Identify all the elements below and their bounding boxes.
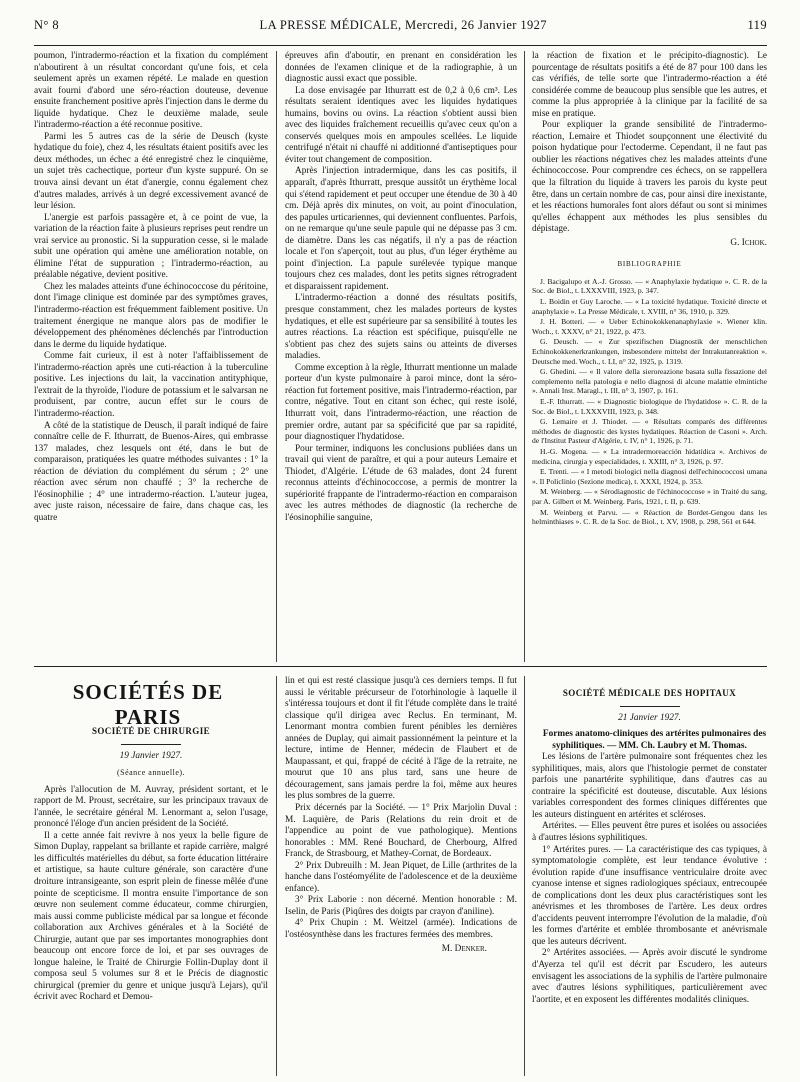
hopitaux-column	[532, 676, 767, 1076]
society-heading: SOCIÉTÉ DE CHIRURGIE	[91, 726, 211, 736]
bibliography-heading: BIBLIOGRAPHIE	[617, 260, 682, 269]
column-divider	[276, 51, 277, 662]
heading-rule	[620, 706, 680, 707]
bibliography-entry: J. H. Botteri. — « Ueber Echinokokkenanaphylaxie ». Wiener klin. Woch., t. XXXV, n° 21, 1922, p. 473.	[532, 317, 767, 336]
paragraph: Comme fait curieux, il est à noter l'affaiblissement de l'intradermo-réaction après une cuti-réaction à la tuberculine positive. Les injections du lait, la vaccination antityphique, l'extrait de la thyroïde, l'iodure de potassium et le salvarsan ne produisent, par contre, aucun effet sur le cours de l'intradermo-réaction.	[34, 351, 268, 419]
bibliography-entry: E. Trenti. — « I metodi biologici nella diagnosi dell'echinococcosi umana ». Il Policlinio (Sezione medica), t. XXXI, 1924, p. 353.	[532, 467, 767, 486]
page-number: 119	[747, 17, 767, 32]
society-heading: SOCIÉTÉ MÉDICALE DES HOPITAUX	[562, 688, 737, 698]
paragraph: Artérites. — Elles peuvent être pures et isolées ou associées à d'autres lésions syphilitiques.	[532, 821, 767, 844]
paragraph: Les lésions de l'artère pulmonaire sont fréquentes chez les syphilitiques, mais, alors que l'histologie permet de constater parfois une panartérite syphilitique, dans d'autres cas au contraire la spécificité est douteuse, discutable. Aux lésions variables correspondent des formes cliniques différentes que les auteurs distinguent en artérites et scléroses.	[532, 752, 767, 820]
paragraph: Chez les malades atteints d'une échinococcose du péritoine, dont l'image clinique est dominée par des symptômes graves, l'intradermo-réaction est fréquemment faiblement positive. Un traitement énergique ne manque alors pas de modifier le développement des phénomènes déclenchés par l'introduction dans le derme du liquide hydatique.	[34, 281, 268, 350]
page-header	[34, 10, 767, 40]
paragraph: 4° Prix Chupin : M. Weitzel (armée). Indications de l'ostéosynthèse dans les fractures fermées des membres.	[285, 918, 517, 941]
paragraph: 1° Artérites pures. — La caractéristique des cas typiques, à symptomatologie complète, est leur tendance évolutive : évolution rapide d'une insuffisance ventriculaire droite avec cyanose intense et signes radiologiques spéciaux, entrecoupée de complications dont les deux plus caractéristiques sont les anévrismes et les thromboses de l'artère. Les deux ordres d'accidents peuvent interrompre l'évolution de la maladie, d'où les formes d'artérite et emblée thrombosante et anévrismale que les auteurs décrivent.	[532, 844, 767, 947]
paragraph: 3° Prix Laborie : non décerné. Mention honorable : M. Iselin, de Paris (Piqûres des doigts par crayon d'aniline).	[285, 895, 517, 917]
paragraph: 2° Artérites associées. — Après avoir discuté le syndrome d'Ayerza tel qu'il est décrit par Escudero, les auteurs envisagent les associations de la syphilis de l'artère pulmonaire avec d'autres lésions syphilitiques, particulièrement avec l'aortite, et en exposent les différentes modalités cliniques.	[532, 948, 767, 1005]
article-column-2	[285, 51, 517, 664]
paragraph: L'anergie est parfois passagère et, à ce point de vue, la variation de la réaction faite à plusieurs reprises peut rendre un vrai service au pronostic. Si la suppuration cesse, si le malade subit une opération qui amène une amélioration notable, on élimine l'état de suppuration ; l'intradermo-réaction, au préalable négative, devient positive.	[34, 212, 268, 281]
journal-title: LA PRESSE MÉDICALE, Mercredi, 26 Janvier 1927	[259, 17, 547, 32]
chirurgie-column	[34, 726, 268, 1076]
session-date: 19 Janvier 1927.	[119, 750, 183, 761]
paragraph: Prix décernés par la Société. — 1° Prix Marjolin Duval : M. Laquière, de Paris (Relations du rein droit et de l'appendice au point de vue pathologique). Mentions honorables : MM. René Bouchard, de Cherbourg, Alfred Franck, de Strasbourg, et Mathey-Cornat, de Bordeaux.	[285, 803, 517, 860]
paragraph: A côté de la statistique de Deusch, il paraît indiqué de faire connaître celle de F. Ithurratt, de Buenos-Aires, qui embrasse 137 malades, chez lesquels ont été, dans le but de comparaison, pratiquées les quatre méthodes suivantes : 1° la réaction de déviation du complément du sérum ; 2° une réaction avec sérum non chauffé ; 3° la recherche de l'éosinophilie ; 4° une intradermo-réaction. L'auteur jugea, avec juste raison, nécessaire de faire, dans chaque cas, les quatre	[34, 420, 268, 523]
header-rule	[34, 45, 767, 46]
heading-rule	[121, 744, 181, 745]
paragraph: La dose envisagée par Ithurratt est de 0,2 à 0,6 cm³. Les résultats seraient identiques avec les liquides hydatiques humains, bovins ou ovins. La réaction s'obtient aussi bien avec des liquides fraîchement recueillis qu'avec ceux qu'on a conservés quelques mois en ampoules scellées. Le liquide centrifugé n'était ni chauffé ni additionné d'antiseptiques pour éviter tout changement de composition.	[285, 85, 517, 165]
bibliography-entry: J. Bacigalupo et A.-J. Grosso. — « Anaphylaxie hydatique ». C. R. de la Soc. de Biol., t. LXXXVIII, 1923, p. 347.	[532, 276, 767, 296]
paragraph: Parmi les 5 autres cas de la série de Deusch (kyste hydatique du foie), chez 4, les résultats étaient positifs avec les deux méthodes, un échec a été enregistré chez le cinquième, un sujet très cachectique, porteur d'un kyste suppuré. On se trouva ainsi devant un état d'anergie, connu également chez d'autres malades, arrivés à un degré excessivement avancé de leur lésion.	[34, 131, 268, 212]
communication-title: Formes anatomo-cliniques des artérites pulmonaires des syphilitiques. — MM. Ch. Laubry et M. Thomas.	[542, 729, 767, 751]
session-date: 21 Janvier 1927.	[618, 712, 681, 723]
section-title: SOCIÉTÉS DE PARIS	[72, 680, 224, 729]
reporter-signature: M. Denker.	[441, 943, 487, 954]
paragraph: la réaction de fixation et le précipito-diagnostic). Le pourcentage de résultats positifs a été de 87 pour 100 dans les cas vérifiés, de telle sorte que l'intradermo-réaction a été considérée comme de beaucoup plus sensible que les autres, et comme la plus appropriée à la clinique par la facilité de sa mise en pratique.	[532, 51, 767, 119]
paragraph: Après l'allocution de M. Auvray, président sortant, et le rapport de M. Proust, secrétaire, sur les principaux travaux de l'année, le secrétaire général M. Lenormant a, selon l'usage, prononcé l'éloge d'un ancien président de la Société.	[34, 784, 268, 830]
bibliography-entry: H.-G. Mogena. — « La intradermoreacción hidatídica ». Archivos de medicina, cirurgia y especialidades, t. XXIII, n° 3, 1926, p. 97.	[532, 446, 767, 466]
bibliography-entry: L. Boidin et Guy Laroche. — « La toxicité hydatique. Toxicité directe et anaphylaxie ». La Presse Médicale, t. XVIII, n° 36, 1910, p. 329.	[532, 297, 767, 316]
paragraph: épreuves afin d'aboutir, en prenant en considération les données de l'examen clinique et de la radiographie, à un diagnostic aussi exact que possible.	[285, 51, 517, 85]
bibliography-entry: G. Ghedini. — « Il valore della sieroreazione basata sulla fissazione del complemento nella patologia e nello diagnosi di alcune malattie elmintiche ». Annali Inst. Maragl., t. III, n° 3, 1907, p. 161.	[532, 367, 767, 396]
paragraph: L'intradermo-réaction a donné des résultats positifs, presque constamment, chez les malades porteurs de kystes hydatiques, et elle est supérieure par sa sensibilité à toutes les autres réactions. La réaction est spécifique, puisqu'elle ne s'obtient pas chez des sujets sains ou atteints de diverses maladies.	[285, 293, 517, 362]
column-divider	[524, 51, 525, 662]
article-column-1	[34, 51, 268, 664]
article-column-3	[532, 51, 767, 664]
bibliography-entry: E.-F. Ithurratt. — « Diagnostic biologique de l'hydatidose ». C. R. de la Soc. de Biol., t. LXXXVIII, 1923, p. 348.	[532, 396, 767, 416]
paragraph: Après l'injection intradermique, dans les cas positifs, il apparaît, d'après Ithurratt, presque aussitôt un érythème local qui s'étend rapidement et peut occuper une étendue de 30 à 40 cm. Déjà après dix minutes, on voit, au point d'inoculation, des papules urticariennes, qui deviennent confluentes. Parfois, on ne remarque qu'une seule papule qui ne dépasse pas 3 cm. de diamètre. Dans les cas négatifs, il n'y a pas de réaction locale et l'on s'aperçoit, tout au plus, d'un léger érythème au point d'injection. La papule surélevée typique manque toujours chez ces malades, dont les petits signes rétrogradent et disparaissent rapidement.	[285, 166, 517, 292]
paragraph: Pour terminer, indiquons les conclusions publiées dans un travail qui vient de paraître, et qui a pour auteurs Lemaire et Thiodet, d'Algérie. L'étude de 63 malades, dont 24 furent reconnus atteints d'échinococcose, a permis de montrer la supériorité frappante de l'intradermo-réaction en comparaison avec les autres méthodes de diagnostic (la recherche de l'éosinophilie sanguine,	[285, 443, 517, 523]
bibliography-list	[532, 277, 767, 527]
issue-number: N° 8	[34, 17, 60, 32]
paragraph: Il a cette année fait revivre à nos yeux la belle figure de Simon Duplay, rappelant sa brillante et rapide carrière, malgré les difficultés matérielles du début, sa forte éducation littéraire et artistique, sa haute culture générale, son caractère d'une droiture intransigeante, son esprit plein de finesse mêlée d'une pointe de scepticisme. Il montra ensuite l'importance de son œuvre non seulement comme éducateur, comme chirurgien, mais aussi comme publiciste médical par sa longue et féconde collaboration aux Archives générales et à la Société de Chirurgie, autant que par ses importantes monographies dont beaucoup ont encore force de loi, et par ses ouvrages de longue haleine, le Traité de Chirurgie Follin-Duplay dont il composa seul 5 volumes sur 8 et le Précis de diagnostic chirurgical (premier du genre et unique jusqu'à Lejars), qu'il écrivit avec Rochard et Demou-	[34, 830, 268, 1003]
bibliography-entry: M. Weinberg. — « Sérodiagnostic de l'échinococcose » in Traité du sang, par A. Gilbert et M. Weinberg. Paris, 1921, t. II, p. 639.	[532, 487, 767, 506]
bibliography-entry: G. Deusch. — « Zur spezifischen Diagnostik der menschlichen Echinokokkenerkrankungen, insbesondere mittelst der Intrakutanreaktion ». Deutsche med. Woch., t. LI, n° 32, 1925, p. 1319.	[532, 337, 767, 366]
paragraph: Comme exception à la règle, Ithurratt mentionne un malade porteur d'un kyste pulmonaire à paroi mince, dont la séro-réaction fut fortement positive, mais l'intradermo-réaction, par contre, négative. Tout en citant son échec, qui reste isolé, Ithurratt voit, dans l'intradermo-réaction, une réaction de premier ordre, autant par sa spécificité que par sa rapidité, pour diagnostiquer l'hydatidose.	[285, 362, 517, 443]
bibliography-entry: G. Lemaire et J. Thiodet. — « Résultats comparés des différentes méthodes de diagnostic des kystes hydatiques. Réaction de Casoni ». Arch. de l'Institut Pasteur d'Algérie, t. IV, n° 1, 1926, p. 71.	[532, 417, 767, 446]
column-divider	[524, 676, 525, 1076]
bibliography-entry: M. Weinberg et Parvu. — « Réaction de Bordet-Gengou dans les helminthiases ». C. R. de la Soc. de Biol., t. XV, 1908, p. 298, 561 et 644.	[532, 507, 767, 527]
session-type: (Séance annuelle).	[116, 768, 186, 778]
paragraph: lin et qui est resté classique jusqu'à ces derniers temps. Il fut aussi le véritable précurseur de l'otorhinologie à laquelle il s'intéressa toujours et dont il fit l'étude complète dans le traité classique qu'il dirigea avec Reclus. En terminant, M. Lenormant montra combien furent pénibles les dernières années de Duplay, qui aimait passionnément la peinture et la lecture, intime de Henner, médecin de Flaubert et de Maupassant, et qui, frappé de cécité à l'âge de la retraite, ne mourut que 10 ans plus tard, sans une heure de découragement, sans jamais perdre la foi, même aux heures les plus sombres de la guerre.	[285, 676, 517, 802]
paragraph: Pour expliquer la grande sensibilité de l'intradermo-réaction, Lemaire et Thiodet soupçonnent une électivité du poison hydatique pour l'ectoderme. Cependant, il ne faut pas oublier les réactions négatives chez les malades atteints d'une échinococcose. Pour comprendre ces échecs, on se rappellera que la filtration du liquide à travers les parois du kyste peut être, dans un certain nombre de cas, pour ainsi dire inexistante, et les réactions humorales font alors défaut ou sont si minimes qu'elles échappent aux méthodes les plus sensibles du dépistage.	[532, 120, 767, 235]
column-divider	[276, 676, 277, 1076]
paragraph: 2° Prix Dubreuilh : M. Jean Piquet, de Lille (arthrites de la hanche dans l'ostéomyélite de l'adolescence et de la deuxième enfance).	[285, 860, 517, 894]
paragraph: poumon, l'intradermo-réaction et la fixation du complément n'aboutirent à un résultat concordant qu'une fois, et cela seulement après un examen répété. Le malade en question avait fourni d'abord une séro-réaction douteuse, devenue ensuite franchement positive après l'injection dans le derme du liquide hydatique. Chez le deuxième malade, seule l'intradermo-réaction a été reconnue positive.	[34, 51, 268, 131]
author-signature: G. Ichok.	[730, 237, 767, 248]
section-rule	[34, 666, 767, 667]
chirurgie-continued-column	[285, 676, 517, 1076]
